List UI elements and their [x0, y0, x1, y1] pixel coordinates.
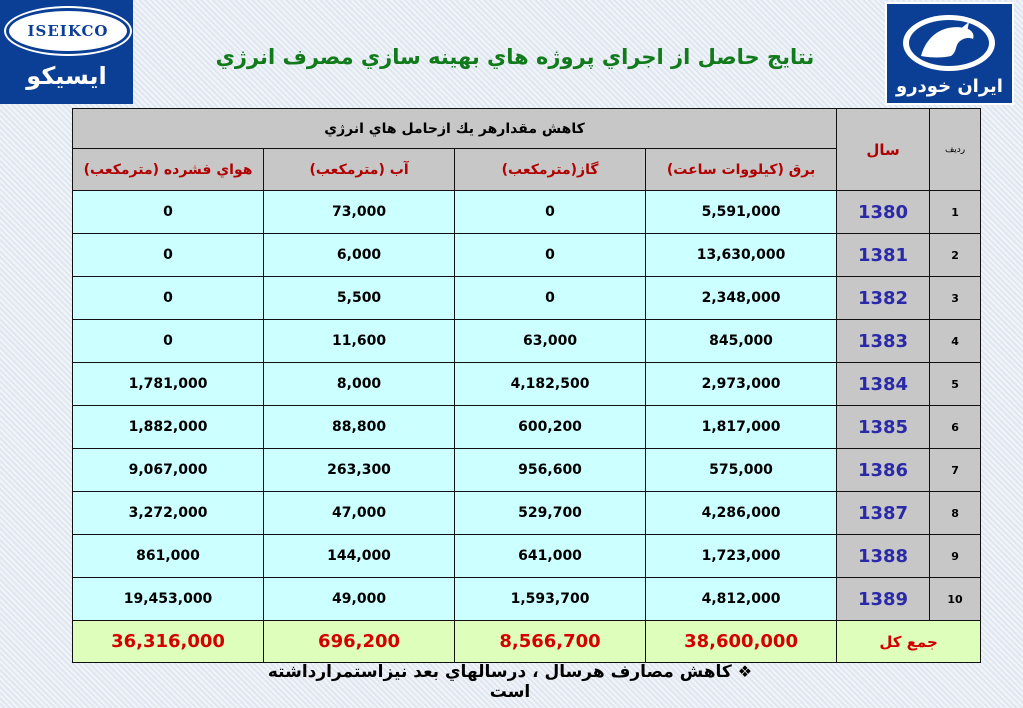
total-gas: 8,566,700	[455, 621, 646, 663]
row-year: 1382	[837, 277, 930, 320]
cell-electricity: 5,591,000	[646, 191, 837, 234]
table-row	[73, 320, 981, 363]
iran-khodro-logo-script: ایران خودرو	[896, 76, 1003, 97]
total-electricity: 38,600,000	[646, 621, 837, 663]
cell-gas: 0	[455, 277, 646, 320]
row-number: 9	[930, 535, 981, 578]
row-number: 7	[930, 449, 981, 492]
cell-air: 0	[73, 234, 264, 277]
cell-air: 0	[73, 191, 264, 234]
row-number: 2	[930, 234, 981, 277]
row-number: 4	[930, 320, 981, 363]
total-row	[73, 621, 981, 663]
cell-electricity: 4,812,000	[646, 578, 837, 621]
cell-electricity: 845,000	[646, 320, 837, 363]
table-row	[73, 234, 981, 277]
energy-savings-table	[72, 108, 981, 663]
footnote	[250, 662, 770, 702]
cell-air: 1,781,000	[73, 363, 264, 406]
header-air: هواي فشرده (مترمكعب)	[73, 149, 264, 191]
row-number: 1	[930, 191, 981, 234]
header-electricity: برق (كيلووات ساعت)	[646, 149, 837, 191]
row-number: 6	[930, 406, 981, 449]
iran-khodro-logo	[885, 2, 1014, 105]
cell-gas: 600,200	[455, 406, 646, 449]
row-year: 1381	[837, 234, 930, 277]
diamond-bullet-icon: ❖	[737, 662, 753, 681]
row-year: 1386	[837, 449, 930, 492]
total-label: جمع كل	[837, 621, 981, 663]
row-year: 1383	[837, 320, 930, 363]
cell-water: 6,000	[264, 234, 455, 277]
row-year: 1388	[837, 535, 930, 578]
table-row	[73, 535, 981, 578]
cell-gas: 0	[455, 191, 646, 234]
cell-electricity: 13,630,000	[646, 234, 837, 277]
table-row	[73, 449, 981, 492]
iseikco-logo	[0, 0, 133, 104]
cell-water: 88,800	[264, 406, 455, 449]
cell-electricity: 2,973,000	[646, 363, 837, 406]
row-year: 1384	[837, 363, 930, 406]
iseikco-logo-script: ایسیکو	[26, 62, 107, 90]
row-number: 3	[930, 277, 981, 320]
cell-air: 1,882,000	[73, 406, 264, 449]
page-title: نتايج حاصل از اجراي پروژه هاي بهينه سازي مصرف انرژي	[215, 45, 815, 69]
cell-air: 19,453,000	[73, 578, 264, 621]
cell-gas: 1,593,700	[455, 578, 646, 621]
cell-electricity: 2,348,000	[646, 277, 837, 320]
cell-electricity: 575,000	[646, 449, 837, 492]
cell-gas: 63,000	[455, 320, 646, 363]
row-number: 10	[930, 578, 981, 621]
cell-electricity: 1,817,000	[646, 406, 837, 449]
header-radif: رديف	[930, 109, 981, 191]
header-year: سال	[837, 109, 930, 191]
header-water: آب (مترمكعب)	[264, 149, 455, 191]
table-row	[73, 578, 981, 621]
cell-electricity: 1,723,000	[646, 535, 837, 578]
row-year: 1380	[837, 191, 930, 234]
cell-water: 11,600	[264, 320, 455, 363]
footnote-text: كاهش مصارف هرسال ، درسالهاي بعد نيزاستمرارداشته است	[267, 662, 732, 702]
cell-air: 3,272,000	[73, 492, 264, 535]
cell-gas: 0	[455, 234, 646, 277]
cell-water: 73,000	[264, 191, 455, 234]
cell-gas: 529,700	[455, 492, 646, 535]
iseikco-logo-text: ISEIKCO	[6, 8, 130, 54]
row-year: 1389	[837, 578, 930, 621]
row-year: 1387	[837, 492, 930, 535]
table-row	[73, 191, 981, 234]
cell-water: 263,300	[264, 449, 455, 492]
cell-gas: 956,600	[455, 449, 646, 492]
cell-water: 49,000	[264, 578, 455, 621]
cell-air: 861,000	[73, 535, 264, 578]
cell-air: 9,067,000	[73, 449, 264, 492]
cell-electricity: 4,286,000	[646, 492, 837, 535]
cell-water: 144,000	[264, 535, 455, 578]
row-number: 8	[930, 492, 981, 535]
row-number: 5	[930, 363, 981, 406]
table-row	[73, 277, 981, 320]
cell-gas: 4,182,500	[455, 363, 646, 406]
header-group: كاهش مقدارهر يك ازحامل هاي انرژي	[73, 109, 837, 149]
cell-water: 47,000	[264, 492, 455, 535]
table-row	[73, 363, 981, 406]
cell-water: 5,500	[264, 277, 455, 320]
cell-water: 8,000	[264, 363, 455, 406]
total-air: 36,316,000	[73, 621, 264, 663]
total-water: 696,200	[264, 621, 455, 663]
cell-air: 0	[73, 320, 264, 363]
table-row	[73, 492, 981, 535]
cell-air: 0	[73, 277, 264, 320]
cell-gas: 641,000	[455, 535, 646, 578]
header-gas: گاز(مترمكعب)	[455, 149, 646, 191]
horse-head-icon	[899, 12, 999, 74]
row-year: 1385	[837, 406, 930, 449]
table-row	[73, 406, 981, 449]
